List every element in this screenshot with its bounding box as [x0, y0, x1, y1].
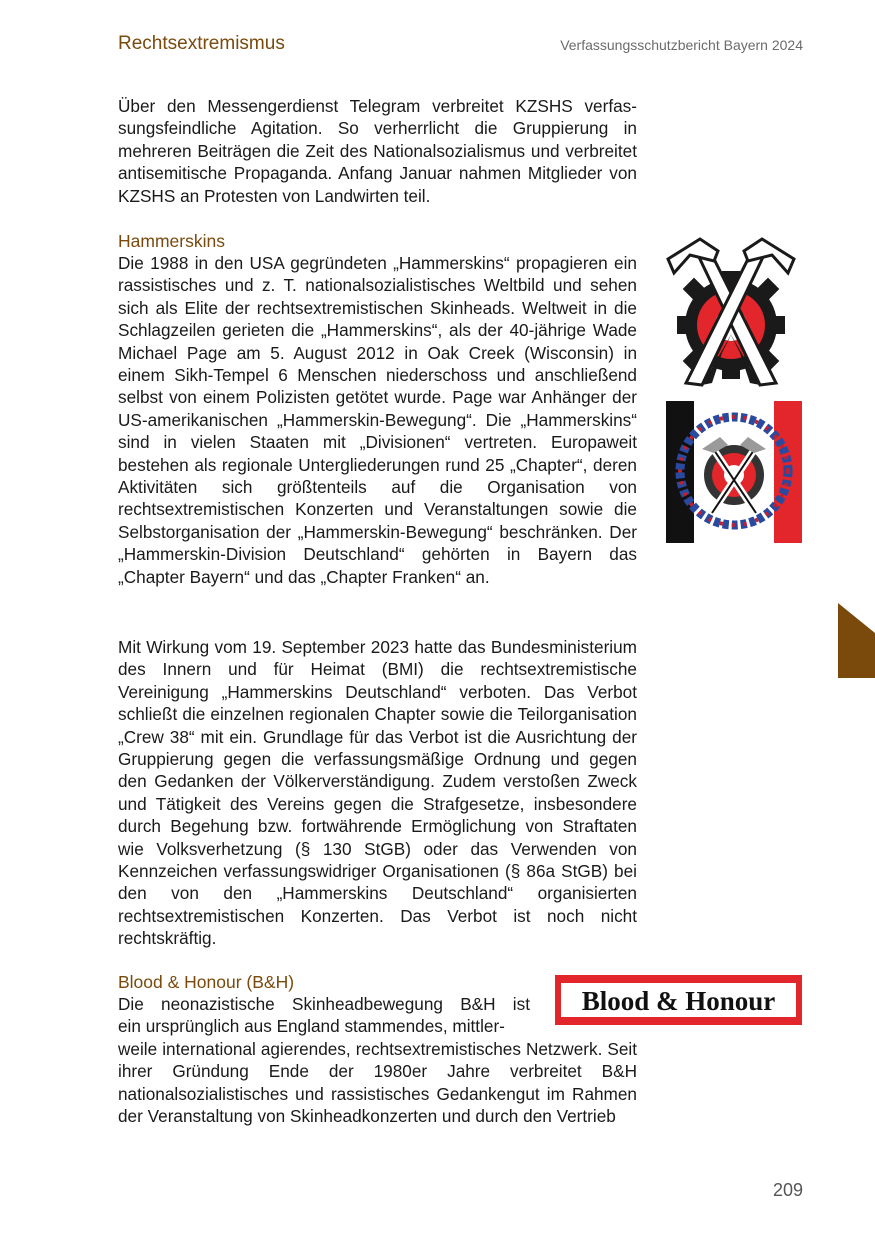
hammerskins-logo-image: [660, 233, 802, 387]
running-header-section: Rechtsextremismus: [118, 33, 285, 54]
hammerskins-ban-section: [118, 636, 637, 950]
blood-honour-logo-image: [555, 975, 802, 1025]
hammerskins-paragraph-1: Die 1988 in den USA gegründeten „Hammerskins“ propagieren ein rassistisches und z. T. nationalsozialistisches Weltbild und sehen sich als Elite der rechtsextremistischen Skinheads. Weltweit in die Schlagzeilen gerieten die „Hammerskins“, als der 40-jährige Wade Michael Page am 5. August 2012 in Oak Creek (Wisconsin) in einem Sikh-Tempel 6 Menschen niederschoss und anschließend selbst von einem Polizisten getötet wurde. Page war Anhänger der US-amerikanischen „Hammerskin-Bewegung“. Die „Hammerskins“ sind in vielen Staaten mit „Divisionen“ vertreten. Europaweit bestehen als regionale Untergliederungen rund 25 „Chapter“, deren Aktivitäten sich größtenteils auf die Organisation von rechtsextremistischen Konzerten und Veranstaltungen sowie die Selbstorganisation der „Hammerskin-Bewegung“ beschränken. Der „Hammerskin-Division Deutschland“ gehörten in Bayern das „Chapter Bayern“ und das „Chapter Franken“ an.: [118, 253, 637, 587]
hammerskins-heading: Hammerskins: [118, 231, 225, 251]
running-header-report: Verfassungsschutzbericht Bayern 2024: [560, 37, 803, 53]
intro-text: Über den Messengerdienst Telegram verbreitet KZSHS verfassungsfeindliche Agitation. So verherrlicht die Gruppierung in mehreren Beiträgen die Zeit des Nationalsozialismus und verbreitet antisemitische Propaganda. Anfang Januar nahmen Mitglieder von KZSHS an Protesten von Landwirten teil.: [118, 96, 637, 206]
intro-paragraph: [118, 95, 637, 207]
hammerskins-flag-image: [666, 401, 802, 543]
blood-honour-heading: Blood & Honour (B&H): [118, 972, 295, 992]
hammerskins-section: [118, 230, 637, 588]
blood-honour-rest: weile international agierendes, rechtsextremistisches Netzwerk. Seit ihrer Gründung Ende der 1980er Jahre verbreitet B&H nationalsozialistisches und rassistisches Gedankengut im Rahmen der Veranstaltung von Skinheadkonzerten und durch den Vertrieb: [118, 1038, 637, 1127]
blood-honour-line-1: Die neonazistische Skinheadbewegung B&H ist: [118, 994, 530, 1014]
chapter-thumb-tab: [838, 603, 875, 678]
blood-honour-logo-text: Blood & Honour: [581, 986, 776, 1016]
hammerskins-paragraph-2: Mit Wirkung vom 19. September 2023 hatte das Bundesministerium des Innern und für Heimat (BMI) die rechtsextremistische Vereinigung „Hammerskins Deutschland“ verboten. Das Verbot schließt die einzelnen regionalen Chapter sowie die Teilorganisation „Crew 38“ mit ein. Grundlage für das Verbot ist die Ausrichtung der Gruppierung gegen die verfassungsmäßige Ordnung und gegen den Gedanken der Völkerverständigung. Zudem verstoßen Zweck und Tätigkeit des Vereins gegen die Strafgesetze, insbesondere durch Begehung bzw. fortwährende Ermöglichung von Straftaten wie Volksverhetzung (§ 130 StGB) oder das Verwenden von Kennzeichen verfassungswidriger Organisationen (§ 86a StGB) bei den von den „Hammerskins Deutschland“ organisierten rechtsextremistischen Konzerten. Das Verbot ist noch nicht rechtskräftig.: [118, 637, 637, 949]
blood-honour-line-2: ein ursprünglich aus England stammendes, mittler-: [118, 1016, 505, 1037]
page-number: 209: [772, 1180, 803, 1200]
